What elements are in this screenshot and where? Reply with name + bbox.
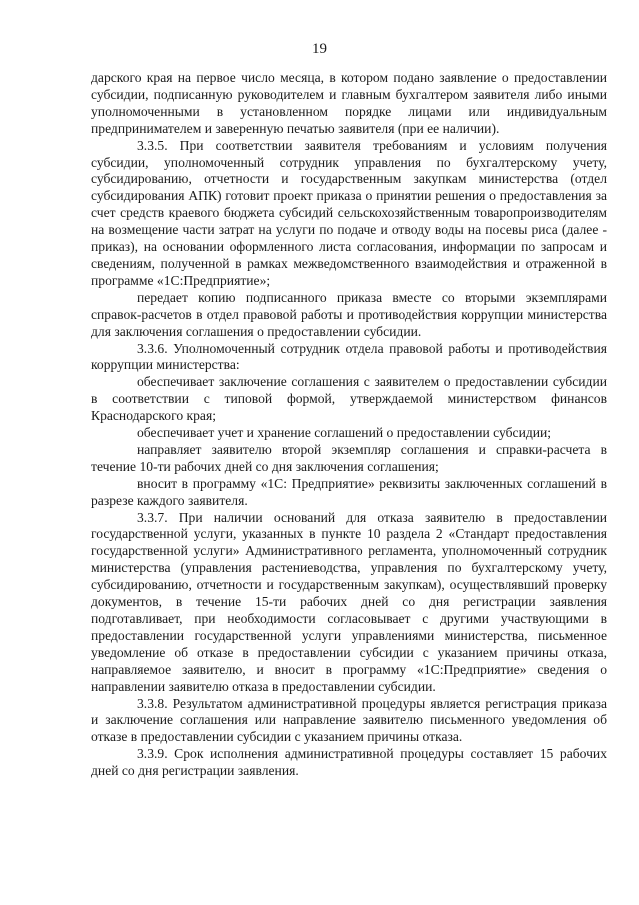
- paragraph-transfer-copy: передает копию подписанного приказа вместе со вторыми экземплярами справок-расчетов в отдел правовой работы и противодействия коррупции министерства для заключения соглашения о предоставлении субсидии.: [91, 289, 607, 339]
- paragraph-record-storage: обеспечивает учет и хранение соглашений о предоставлении субсидии;: [137, 425, 552, 441]
- paragraph-3-3-9: 3.3.9. Срок исполнения административной процедуры составляет 15 рабочих дней со дня регистрации заявления.: [91, 746, 607, 779]
- paragraph-send-copy: направляет заявителю второй экземпляр соглашения и справки-расчета в течение 10-ти рабочих дней со дня заключения соглашения;: [91, 441, 607, 474]
- paragraph-enter-requisites: вносит в программу «1С: Предприятие» реквизиты заключенных соглашений в разрезе каждого заявителя.: [91, 475, 607, 508]
- document-body: [91, 70, 607, 780]
- page-number: 19: [312, 41, 327, 57]
- paragraph-3-3-7: 3.3.7. При наличии оснований для отказа заявителю в предоставлении государственной услуги, указанных в пункте 10 раздела 2 «Стандарт предоставления государственной услуги» Административного регламента, уполномоченный сотрудник министерства (управления растениеводства, управления по бухгалтерскому учету, субсидированию, отчетности и государственным закупкам), осуществлявший проверку документов, в течение 15-ти рабочих дней со дня регистрации заявления подготавливает, при необходимости согласовывает с другими участвующими в предоставлении государственной услуги управлениями министерства, письменное уведомление об отказе в предоставлении субсидии с указанием причины отказа, направляемое заявителю, и вносит в программу «1С:Предприятие» сведения о направлении заявителю отказа в предоставлении субсидии.: [91, 509, 607, 694]
- paragraph-3-3-6: 3.3.6. Уполномоченный сотрудник отдела правовой работы и противодействия коррупции министерства:: [91, 340, 607, 373]
- paragraph-3-3-5: 3.3.5. При соответствии заявителя требованиям и условиям получения субсидии, уполномоченный сотрудник управления по бухгалтерскому учету, субсидированию, отчетности и государственным закупкам министерства (отдел субсидирования АПК) готовит проект приказа о принятии решения о предоставления за счет средств краевого бюджета субсидий сельскохозяйственным товаропроизводителям на возмещение части затрат на услуги по подаче и отводу воды на посевы риса (далее - приказ), на основании оформленного листа согласования, информации по запросам и сведениям, полученной в рамках межведомственного взаимодействия и отраженной в программе «1С:Предприятие»;: [91, 137, 607, 288]
- paragraph-continuation: дарского края на первое число месяца, в котором подано заявление о предоставлении субсидии, подписанную руководителем и главным бухгалтером заявителя либо иными уполномоченными в установленном порядке лицами или индивидуальным предпринимателем и заверенную печатью заявителя (при ее наличии).: [91, 70, 607, 136]
- paragraph-ensure-agreement: обеспечивает заключение соглашения с заявителем о предоставлении субсидии в соответствии с типовой формой, утверждаемой министерством финансов Краснодарского края;: [91, 374, 607, 424]
- paragraph-3-3-8: 3.3.8. Результатом административной процедуры является регистрация приказа и заключение соглашения или направление заявителю письменного уведомления об отказе в предоставлении субсидии с указанием причины отказа.: [91, 695, 607, 745]
